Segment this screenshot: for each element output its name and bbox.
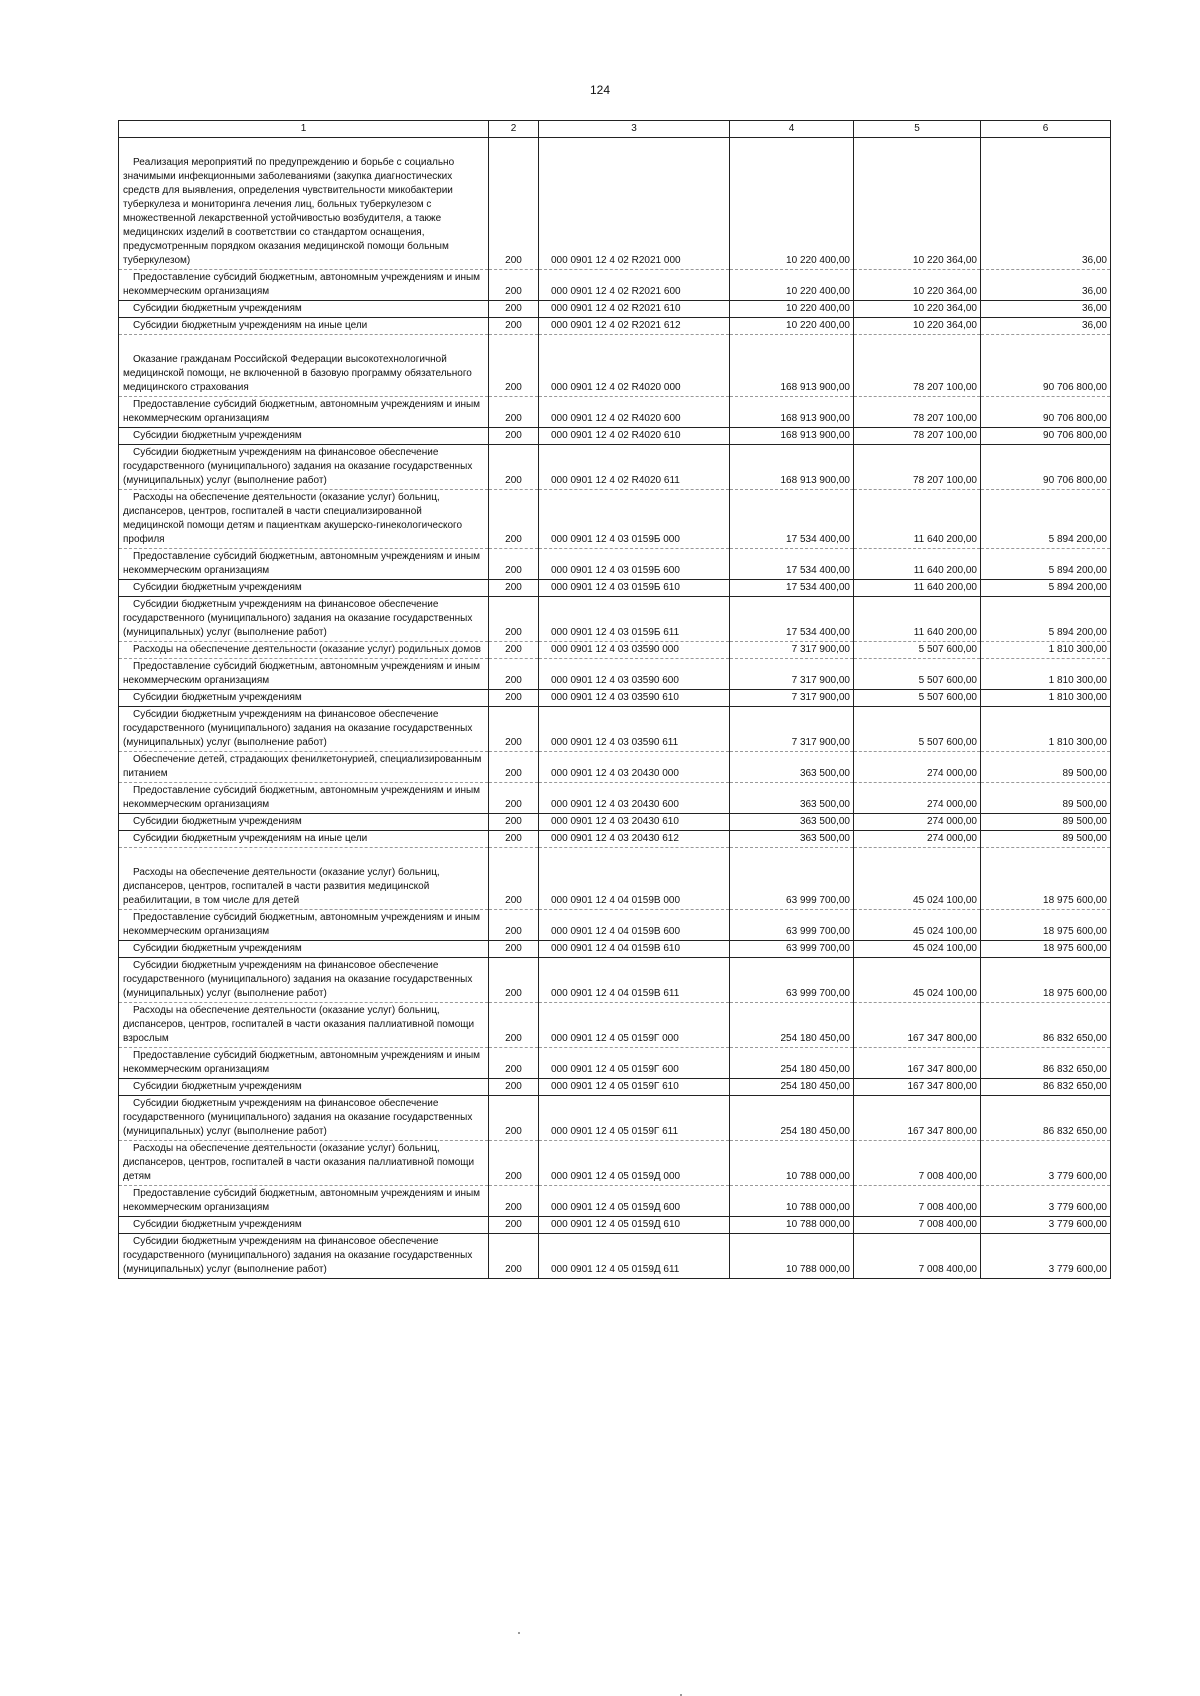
table-row [119, 335, 1111, 397]
cell-code: 000 0901 12 4 02 R4020 611 [539, 445, 730, 490]
cell-description [119, 848, 489, 910]
cell-code: 000 0901 12 4 02 R2021 600 [539, 270, 730, 301]
cell-code: 000 0901 12 4 03 03590 600 [539, 659, 730, 690]
cell-description [119, 597, 489, 642]
cell-approved: 363 500,00 [730, 752, 854, 783]
cell-remainder: 86 832 650,00 [981, 1079, 1111, 1096]
table-header [119, 121, 1111, 138]
cell-grbs: 200 [489, 1186, 539, 1217]
cell-remainder: 18 975 600,00 [981, 941, 1111, 958]
cell-code: 000 0901 12 4 03 03590 610 [539, 690, 730, 707]
cell-executed: 45 024 100,00 [854, 848, 981, 910]
cell-approved: 168 913 900,00 [730, 445, 854, 490]
row-description-text: Субсидии бюджетным учреждениям на финансовое обеспечение государственного (муниципального) задания на оказание государственных (муниципальных) услуг (выполнение работ) [123, 599, 473, 638]
cell-code: 000 0901 12 4 03 03590 000 [539, 642, 730, 659]
cell-remainder: 90 706 800,00 [981, 397, 1111, 428]
cell-remainder: 86 832 650,00 [981, 1003, 1111, 1048]
cell-grbs: 200 [489, 910, 539, 941]
cell-grbs: 200 [489, 783, 539, 814]
header-col-5: 5 [854, 121, 981, 138]
cell-grbs: 200 [489, 1141, 539, 1186]
cell-description [119, 690, 489, 707]
cell-code: 000 0901 12 4 03 20430 610 [539, 814, 730, 831]
cell-description [119, 958, 489, 1003]
table-row [119, 490, 1111, 549]
cell-executed: 7 008 400,00 [854, 1217, 981, 1234]
cell-approved: 63 999 700,00 [730, 941, 854, 958]
cell-code: 000 0901 12 4 05 0159Г 600 [539, 1048, 730, 1079]
cell-approved: 17 534 400,00 [730, 597, 854, 642]
cell-approved: 10 220 400,00 [730, 270, 854, 301]
cell-remainder: 5 894 200,00 [981, 549, 1111, 580]
cell-remainder: 18 975 600,00 [981, 910, 1111, 941]
cell-remainder: 3 779 600,00 [981, 1141, 1111, 1186]
cell-grbs: 200 [489, 428, 539, 445]
cell-remainder: 36,00 [981, 138, 1111, 270]
table-row [119, 549, 1111, 580]
cell-executed: 10 220 364,00 [854, 270, 981, 301]
row-description-text: Субсидии бюджетным учреждениям [133, 430, 302, 441]
cell-description [119, 549, 489, 580]
cell-approved: 168 913 900,00 [730, 428, 854, 445]
cell-description [119, 1186, 489, 1217]
cell-description [119, 1217, 489, 1234]
cell-executed: 78 207 100,00 [854, 397, 981, 428]
row-description-text: Предоставление субсидий бюджетным, автономным учреждениям и иным некоммерческим организациям [123, 661, 481, 686]
cell-grbs: 200 [489, 301, 539, 318]
cell-code: 000 0901 12 4 02 R2021 610 [539, 301, 730, 318]
cell-description [119, 318, 489, 335]
table-row [119, 428, 1111, 445]
cell-executed: 274 000,00 [854, 814, 981, 831]
cell-executed: 11 640 200,00 [854, 490, 981, 549]
cell-grbs: 200 [489, 490, 539, 549]
cell-remainder: 5 894 200,00 [981, 490, 1111, 549]
row-description-text: Субсидии бюджетным учреждениям [133, 1081, 302, 1092]
cell-executed: 7 008 400,00 [854, 1234, 981, 1279]
cell-code: 000 0901 12 4 03 03590 611 [539, 707, 730, 752]
cell-code: 000 0901 12 4 04 0159В 000 [539, 848, 730, 910]
cell-approved: 254 180 450,00 [730, 1048, 854, 1079]
cell-remainder: 89 500,00 [981, 831, 1111, 848]
cell-code: 000 0901 12 4 02 R4020 600 [539, 397, 730, 428]
cell-remainder: 86 832 650,00 [981, 1096, 1111, 1141]
cell-executed: 167 347 800,00 [854, 1096, 981, 1141]
cell-grbs: 200 [489, 597, 539, 642]
cell-remainder: 89 500,00 [981, 814, 1111, 831]
row-description-text: Субсидии бюджетным учреждениям на иные цели [133, 320, 368, 331]
cell-grbs: 200 [489, 659, 539, 690]
cell-remainder: 3 779 600,00 [981, 1217, 1111, 1234]
row-description-text: Субсидии бюджетным учреждениям [133, 692, 302, 703]
cell-approved: 17 534 400,00 [730, 490, 854, 549]
cell-approved: 17 534 400,00 [730, 580, 854, 597]
cell-remainder: 36,00 [981, 318, 1111, 335]
cell-description [119, 1096, 489, 1141]
table-row [119, 814, 1111, 831]
cell-code: 000 0901 12 4 04 0159В 610 [539, 941, 730, 958]
row-description-text: Расходы на обеспечение деятельности (оказание услуг) родильных домов [133, 644, 481, 655]
cell-code: 000 0901 12 4 05 0159Г 610 [539, 1079, 730, 1096]
cell-grbs: 200 [489, 690, 539, 707]
cell-remainder: 1 810 300,00 [981, 642, 1111, 659]
row-description-text: Субсидии бюджетным учреждениям на финансовое обеспечение государственного (муниципального) задания на оказание государственных (муниципальных) услуг (выполнение работ) [123, 1098, 473, 1137]
cell-remainder: 3 779 600,00 [981, 1186, 1111, 1217]
table-row [119, 642, 1111, 659]
cell-approved: 7 317 900,00 [730, 690, 854, 707]
cell-description [119, 642, 489, 659]
row-description-text: Расходы на обеспечение деятельности (оказание услуг) больниц, диспансеров, центров, госпиталей в части развития медицинской реабилитации, в том числе для детей [123, 867, 440, 906]
cell-remainder: 1 810 300,00 [981, 707, 1111, 752]
cell-description [119, 270, 489, 301]
cell-executed: 11 640 200,00 [854, 597, 981, 642]
cell-grbs: 200 [489, 941, 539, 958]
cell-remainder: 86 832 650,00 [981, 1048, 1111, 1079]
cell-grbs: 200 [489, 138, 539, 270]
cell-grbs: 200 [489, 335, 539, 397]
cell-description [119, 831, 489, 848]
cell-executed: 78 207 100,00 [854, 428, 981, 445]
cell-code: 000 0901 12 4 05 0159Д 000 [539, 1141, 730, 1186]
cell-executed: 45 024 100,00 [854, 910, 981, 941]
cell-grbs: 200 [489, 707, 539, 752]
cell-remainder: 89 500,00 [981, 783, 1111, 814]
cell-executed: 10 220 364,00 [854, 138, 981, 270]
cell-approved: 17 534 400,00 [730, 549, 854, 580]
cell-approved: 10 788 000,00 [730, 1217, 854, 1234]
row-description-text: Предоставление субсидий бюджетным, автономным учреждениям и иным некоммерческим организациям [123, 1050, 481, 1075]
table-body [119, 138, 1111, 1279]
cell-approved: 7 317 900,00 [730, 707, 854, 752]
table-row [119, 580, 1111, 597]
table-row [119, 445, 1111, 490]
cell-code: 000 0901 12 4 03 0159Б 000 [539, 490, 730, 549]
scan-speck [518, 1632, 520, 1634]
cell-executed: 45 024 100,00 [854, 941, 981, 958]
cell-description [119, 1141, 489, 1186]
cell-executed: 11 640 200,00 [854, 549, 981, 580]
cell-grbs: 200 [489, 1079, 539, 1096]
cell-remainder: 90 706 800,00 [981, 335, 1111, 397]
cell-grbs: 200 [489, 814, 539, 831]
header-col-6: 6 [981, 121, 1111, 138]
table-row [119, 910, 1111, 941]
cell-grbs: 200 [489, 642, 539, 659]
page-number: 124 [589, 83, 611, 97]
cell-approved: 10 220 400,00 [730, 301, 854, 318]
cell-approved: 10 788 000,00 [730, 1186, 854, 1217]
row-description-text: Субсидии бюджетным учреждениям [133, 816, 302, 827]
cell-approved: 63 999 700,00 [730, 958, 854, 1003]
cell-description [119, 1079, 489, 1096]
row-description-text: Оказание гражданам Российской Федерации высокотехнологичной медицинской помощи, не включенной в базовую программу обязательного медицинского страхования [123, 354, 472, 393]
table-row [119, 397, 1111, 428]
cell-approved: 254 180 450,00 [730, 1079, 854, 1096]
cell-grbs: 200 [489, 848, 539, 910]
cell-executed: 5 507 600,00 [854, 659, 981, 690]
cell-description [119, 445, 489, 490]
cell-approved: 254 180 450,00 [730, 1003, 854, 1048]
cell-executed: 45 024 100,00 [854, 958, 981, 1003]
cell-code: 000 0901 12 4 05 0159Д 610 [539, 1217, 730, 1234]
cell-remainder: 90 706 800,00 [981, 428, 1111, 445]
cell-remainder: 18 975 600,00 [981, 848, 1111, 910]
row-description-text: Предоставление субсидий бюджетным, автономным учреждениям и иным некоммерческим организациям [123, 912, 481, 937]
table-row [119, 958, 1111, 1003]
cell-description [119, 490, 489, 549]
cell-remainder: 18 975 600,00 [981, 958, 1111, 1003]
cell-code: 000 0901 12 4 04 0159В 600 [539, 910, 730, 941]
row-description-text: Обеспечение детей, страдающих фенилкетонурией, специализированным питанием [123, 754, 482, 779]
table-row [119, 752, 1111, 783]
table-row [119, 1186, 1111, 1217]
table-row [119, 1048, 1111, 1079]
cell-remainder: 89 500,00 [981, 752, 1111, 783]
cell-executed: 5 507 600,00 [854, 642, 981, 659]
cell-grbs: 200 [489, 1234, 539, 1279]
cell-description [119, 659, 489, 690]
cell-description [119, 1048, 489, 1079]
row-description-text: Реализация мероприятий по предупреждению и борьбе с социально значимыми инфекционными заболеваниями (закупка диагностических средств для выявления, определения чувствительности микобактерии туберкулеза и мониторинга лечения лиц, больных туберкулезом с множественной лекарственной устойчивостью возбудителя, а также медицинских изделий в соответствии со стандартом оснащения, предусмотренным порядком оказания медицинской помощи больным туберкулезом) [123, 157, 455, 266]
cell-code: 000 0901 12 4 03 0159Б 600 [539, 549, 730, 580]
cell-executed: 167 347 800,00 [854, 1048, 981, 1079]
row-description-text: Предоставление субсидий бюджетным, автономным учреждениям и иным некоммерческим организациям [123, 1188, 481, 1213]
cell-approved: 168 913 900,00 [730, 397, 854, 428]
cell-remainder: 1 810 300,00 [981, 659, 1111, 690]
cell-approved: 363 500,00 [730, 783, 854, 814]
cell-grbs: 200 [489, 1003, 539, 1048]
cell-code: 000 0901 12 4 02 R2021 612 [539, 318, 730, 335]
cell-description [119, 138, 489, 270]
cell-approved: 254 180 450,00 [730, 1096, 854, 1141]
cell-code: 000 0901 12 4 02 R4020 000 [539, 335, 730, 397]
cell-grbs: 200 [489, 318, 539, 335]
table-row [119, 1096, 1111, 1141]
cell-remainder: 36,00 [981, 270, 1111, 301]
cell-code: 000 0901 12 4 04 0159В 611 [539, 958, 730, 1003]
cell-code: 000 0901 12 4 03 0159Б 611 [539, 597, 730, 642]
table-row [119, 1234, 1111, 1279]
cell-grbs: 200 [489, 1096, 539, 1141]
cell-remainder: 90 706 800,00 [981, 445, 1111, 490]
cell-grbs: 200 [489, 580, 539, 597]
cell-code: 000 0901 12 4 05 0159Г 611 [539, 1096, 730, 1141]
cell-executed: 10 220 364,00 [854, 318, 981, 335]
cell-code: 000 0901 12 4 03 20430 612 [539, 831, 730, 848]
header-row [119, 121, 1111, 138]
row-description-text: Предоставление субсидий бюджетным, автономным учреждениям и иным некоммерческим организациям [123, 551, 481, 576]
cell-grbs: 200 [489, 1048, 539, 1079]
cell-code: 000 0901 12 4 05 0159Д 611 [539, 1234, 730, 1279]
cell-remainder: 5 894 200,00 [981, 580, 1111, 597]
cell-grbs: 200 [489, 1217, 539, 1234]
table-row [119, 690, 1111, 707]
cell-remainder: 3 779 600,00 [981, 1234, 1111, 1279]
cell-code: 000 0901 12 4 05 0159Г 000 [539, 1003, 730, 1048]
cell-description [119, 301, 489, 318]
cell-description [119, 941, 489, 958]
cell-approved: 363 500,00 [730, 831, 854, 848]
row-description-text: Расходы на обеспечение деятельности (оказание услуг) больниц, диспансеров, центров, госпиталей в части оказания паллиативной помощи взрослым [123, 1005, 475, 1044]
cell-approved: 63 999 700,00 [730, 848, 854, 910]
table-row [119, 270, 1111, 301]
cell-executed: 78 207 100,00 [854, 445, 981, 490]
cell-code: 000 0901 12 4 03 0159Б 610 [539, 580, 730, 597]
cell-code: 000 0901 12 4 02 R2021 000 [539, 138, 730, 270]
cell-remainder: 5 894 200,00 [981, 597, 1111, 642]
table-row [119, 301, 1111, 318]
cell-code: 000 0901 12 4 02 R4020 610 [539, 428, 730, 445]
cell-description [119, 580, 489, 597]
table-row [119, 783, 1111, 814]
budget-table [118, 120, 1111, 1279]
cell-executed: 5 507 600,00 [854, 707, 981, 752]
cell-approved: 10 788 000,00 [730, 1141, 854, 1186]
table-row [119, 1003, 1111, 1048]
table-row [119, 707, 1111, 752]
cell-approved: 168 913 900,00 [730, 335, 854, 397]
row-description-text: Субсидии бюджетным учреждениям [133, 582, 302, 593]
cell-approved: 7 317 900,00 [730, 642, 854, 659]
cell-description [119, 1003, 489, 1048]
cell-remainder: 36,00 [981, 301, 1111, 318]
header-col-4: 4 [730, 121, 854, 138]
row-description-text: Субсидии бюджетным учреждениям на финансовое обеспечение государственного (муниципального) задания на оказание государственных (муниципальных) услуг (выполнение работ) [123, 709, 473, 748]
table-row [119, 318, 1111, 335]
header-col-1: 1 [119, 121, 489, 138]
cell-approved: 10 220 400,00 [730, 318, 854, 335]
table-row [119, 597, 1111, 642]
cell-description [119, 428, 489, 445]
table-row [119, 659, 1111, 690]
cell-approved: 10 220 400,00 [730, 138, 854, 270]
cell-executed: 7 008 400,00 [854, 1186, 981, 1217]
table-row [119, 848, 1111, 910]
cell-executed: 10 220 364,00 [854, 301, 981, 318]
cell-executed: 11 640 200,00 [854, 580, 981, 597]
row-description-text: Субсидии бюджетным учреждениям [133, 303, 302, 314]
cell-description [119, 335, 489, 397]
cell-grbs: 200 [489, 831, 539, 848]
header-col-2: 2 [489, 121, 539, 138]
table-row [119, 1079, 1111, 1096]
row-description-text: Предоставление субсидий бюджетным, автономным учреждениям и иным некоммерческим организациям [123, 785, 481, 810]
row-description-text: Субсидии бюджетным учреждениям [133, 943, 302, 954]
cell-description [119, 910, 489, 941]
cell-executed: 5 507 600,00 [854, 690, 981, 707]
cell-executed: 274 000,00 [854, 783, 981, 814]
cell-remainder: 1 810 300,00 [981, 690, 1111, 707]
cell-description [119, 814, 489, 831]
row-description-text: Расходы на обеспечение деятельности (оказание услуг) больниц, диспансеров, центров, госпиталей в части оказания паллиативной помощи детям [123, 1143, 475, 1182]
cell-executed: 167 347 800,00 [854, 1079, 981, 1096]
row-description-text: Субсидии бюджетным учреждениям на финансовое обеспечение государственного (муниципального) задания на оказание государственных (муниципальных) услуг (выполнение работ) [123, 1236, 473, 1275]
row-description-text: Субсидии бюджетным учреждениям на финансовое обеспечение государственного (муниципального) задания на оказание государственных (муниципальных) услуг (выполнение работ) [123, 447, 473, 486]
cell-grbs: 200 [489, 549, 539, 580]
cell-executed: 7 008 400,00 [854, 1141, 981, 1186]
cell-grbs: 200 [489, 445, 539, 490]
cell-grbs: 200 [489, 958, 539, 1003]
cell-code: 000 0901 12 4 03 20430 600 [539, 783, 730, 814]
cell-grbs: 200 [489, 270, 539, 301]
cell-description [119, 783, 489, 814]
cell-executed: 274 000,00 [854, 831, 981, 848]
row-description-text: Расходы на обеспечение деятельности (оказание услуг) больниц, диспансеров, центров, госпиталей в части специализированной медицинской помощи детям и пациенткам акушерско-гинекологического профиля [123, 492, 463, 545]
cell-approved: 7 317 900,00 [730, 659, 854, 690]
row-description-text: Субсидии бюджетным учреждениям [133, 1219, 302, 1230]
cell-grbs: 200 [489, 752, 539, 783]
cell-executed: 274 000,00 [854, 752, 981, 783]
cell-approved: 10 788 000,00 [730, 1234, 854, 1279]
cell-executed: 78 207 100,00 [854, 335, 981, 397]
cell-description [119, 397, 489, 428]
cell-code: 000 0901 12 4 05 0159Д 600 [539, 1186, 730, 1217]
row-description-text: Предоставление субсидий бюджетным, автономным учреждениям и иным некоммерческим организациям [123, 272, 481, 297]
row-description-text: Предоставление субсидий бюджетным, автономным учреждениям и иным некоммерческим организациям [123, 399, 481, 424]
table-row [119, 941, 1111, 958]
cell-code: 000 0901 12 4 03 20430 000 [539, 752, 730, 783]
cell-description [119, 1234, 489, 1279]
row-description-text: Субсидии бюджетным учреждениям на финансовое обеспечение государственного (муниципального) задания на оказание государственных (муниципальных) услуг (выполнение работ) [123, 960, 473, 999]
cell-grbs: 200 [489, 397, 539, 428]
table-row [119, 138, 1111, 270]
table-row [119, 831, 1111, 848]
cell-approved: 63 999 700,00 [730, 910, 854, 941]
cell-approved: 363 500,00 [730, 814, 854, 831]
row-description-text: Субсидии бюджетным учреждениям на иные цели [133, 833, 368, 844]
cell-description [119, 707, 489, 752]
table-row [119, 1217, 1111, 1234]
header-col-3: 3 [539, 121, 730, 138]
table-row [119, 1141, 1111, 1186]
cell-description [119, 752, 489, 783]
cell-executed: 167 347 800,00 [854, 1003, 981, 1048]
